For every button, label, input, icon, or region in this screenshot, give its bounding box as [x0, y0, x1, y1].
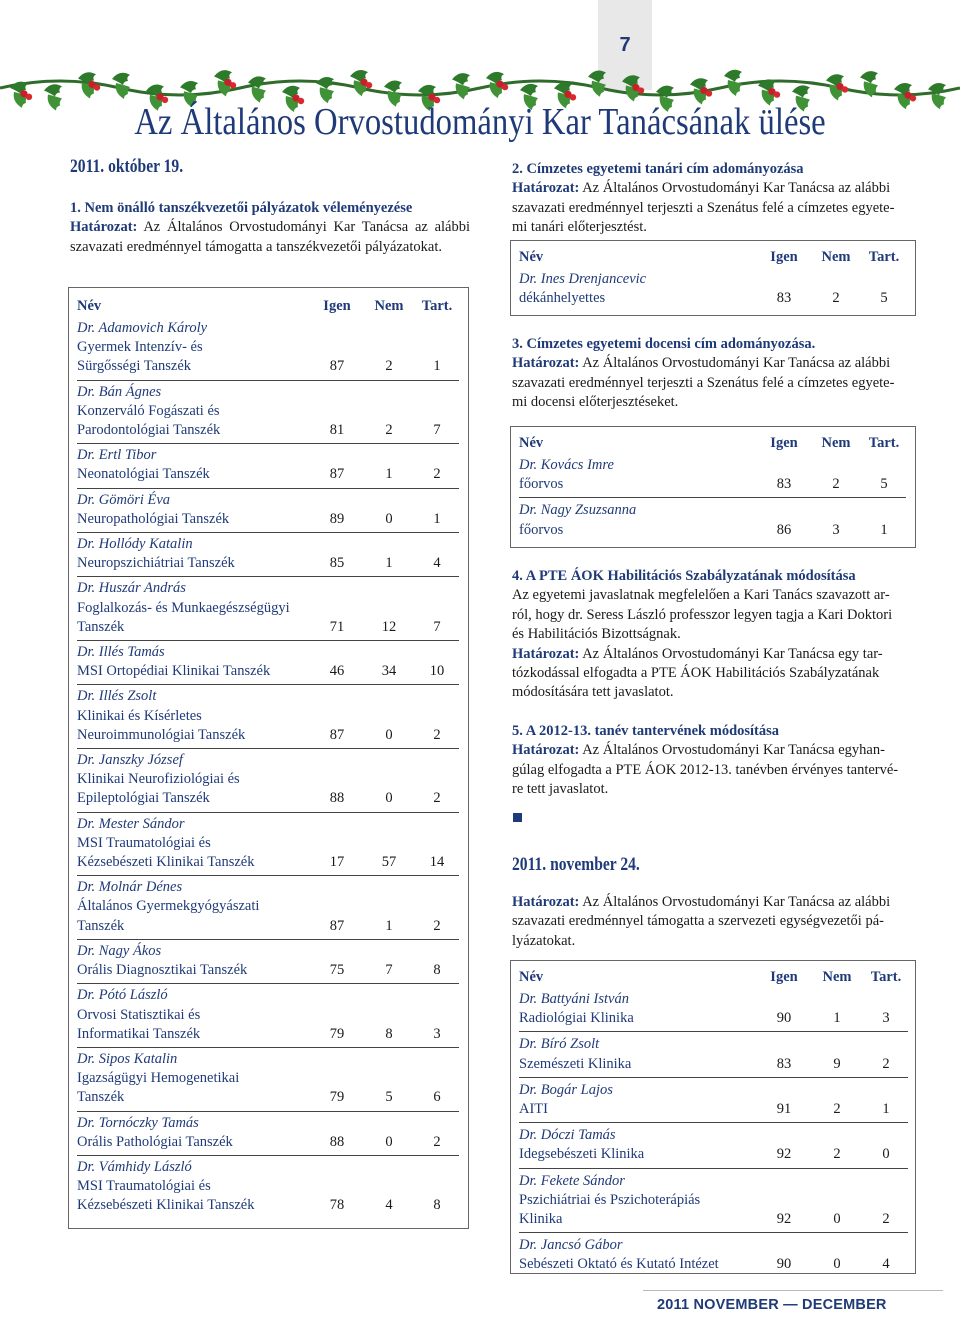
decision-label: Határozat: — [512, 742, 580, 759]
decision-label: Határozat: — [512, 645, 580, 662]
department-line: főorvos — [519, 476, 564, 493]
vote-table-docent-title — [510, 426, 916, 548]
vote-table-department-heads — [68, 287, 469, 1229]
table-row — [77, 577, 459, 641]
person-name: Dr. Illés Tamás — [77, 644, 165, 661]
vote-abstain: 4 — [433, 555, 441, 572]
meeting-2-decision — [512, 893, 916, 951]
section-3 — [512, 335, 916, 413]
department-line: Klinika — [519, 1211, 563, 1228]
vote-no: 0 — [385, 790, 393, 807]
department-line: Neuropszichiátriai Tanszék — [77, 555, 235, 572]
meeting-date-november: 2011. november 24. — [512, 854, 640, 875]
table-row — [519, 267, 906, 311]
department-line: Gyermek Intenzív- és — [77, 339, 203, 356]
vote-no: 1 — [385, 555, 393, 572]
decision-line: szavazati eredménnyel támogatta a szervezeti egységvezetői pá- — [512, 913, 884, 930]
vote-abstain: 6 — [433, 1089, 441, 1106]
person-name: Dr. Nagy Zsuzsanna — [519, 502, 637, 519]
vote-abstain: 2 — [433, 466, 441, 483]
department-line: Radiológiai Klinika — [519, 1010, 634, 1027]
table-row — [519, 1032, 908, 1077]
vote-abstain: 4 — [882, 1256, 890, 1273]
department-line: Kézsebészeti Klinikai Tanszék — [77, 854, 255, 871]
person-name: Dr. Bogár Lajos — [519, 1081, 613, 1098]
decision-line: módosítására tett javaslatot. — [512, 684, 674, 701]
department-line: Tanszék — [77, 1089, 125, 1106]
body-line: Az egyetemi javaslatnak megfelelően a Kari Tanács szavazott ar- — [512, 587, 890, 604]
decision-label: Határozat: — [70, 219, 138, 236]
person-name: Dr. Bán Ágnes — [77, 383, 162, 400]
vote-yes: 87 — [329, 466, 345, 483]
table-row — [77, 1112, 459, 1156]
department-line: Neuroimmunológiai Tanszék — [77, 726, 246, 743]
vote-abstain: 8 — [433, 962, 441, 979]
table-body — [77, 316, 459, 1219]
table-row — [77, 685, 459, 749]
department-line: Neuropathológiai Tanszék — [77, 510, 230, 527]
decision-line: szavazati eredménnyel terjeszti a Szenátus felé a címzetes egyete- — [512, 199, 895, 216]
vote-abstain: 7 — [433, 618, 441, 635]
vote-no: 5 — [385, 1089, 393, 1106]
vote-no: 12 — [381, 618, 397, 635]
header-name: Név — [519, 435, 544, 451]
table-row — [77, 444, 459, 488]
vote-yes: 87 — [329, 358, 345, 375]
table-row — [77, 749, 459, 813]
holly-leaf-icon — [588, 71, 606, 97]
department-line: MSI Traumatológiai és — [77, 1178, 211, 1195]
vote-no: 2 — [385, 358, 393, 375]
header-yes: Igen — [323, 298, 351, 314]
vote-abstain: 7 — [433, 422, 441, 439]
vote-abstain: 3 — [433, 1025, 441, 1042]
decision-line: szavazati eredménnyel terjeszti a Szenátus felé a címzetes egyete- — [512, 374, 895, 391]
table-row — [77, 533, 459, 577]
table-row — [519, 987, 908, 1032]
vote-yes: 79 — [329, 1025, 345, 1042]
vote-yes: 83 — [776, 1055, 792, 1072]
vote-no: 0 — [385, 510, 393, 527]
person-name: Dr. Sipos Katalin — [77, 1050, 178, 1067]
vote-yes: 90 — [776, 1256, 792, 1273]
decision-line: mi tanári előterjesztést. — [512, 219, 647, 236]
vote-yes: 85 — [329, 555, 345, 572]
body-line: ról, hogy dr. Seress László professzor legyen tagja a Kari Doktori — [512, 606, 893, 623]
decision-line: Az Általános Orvostudományi Kar Tanácsa az alábbi — [582, 355, 891, 372]
decision-line: gúlag elfogadta a PTE ÁOK 2012-13. tanévben érvényes tantervé- — [512, 761, 899, 778]
header-name: Név — [519, 249, 544, 265]
header-abstain: Tart. — [868, 435, 900, 451]
decision-line: lyázatokat. — [512, 932, 576, 949]
table-row — [77, 489, 459, 533]
vote-yes: 46 — [329, 663, 345, 680]
table-row — [519, 1233, 908, 1277]
person-name: Dr. Huszár András — [77, 580, 186, 597]
header-abstain: Tart. — [868, 249, 900, 265]
vote-yes: 90 — [776, 1010, 792, 1027]
department-line: Konzerváló Fogászati és — [77, 402, 220, 419]
vote-yes: 81 — [329, 422, 345, 439]
vote-yes: 92 — [776, 1146, 792, 1163]
section-4 — [512, 567, 916, 703]
vote-no: 4 — [385, 1197, 393, 1214]
vote-abstain: 0 — [882, 1146, 890, 1163]
body-line: és Habilitációs Bizottságnak. — [512, 626, 681, 643]
holly-leaf-icon — [10, 82, 32, 108]
section-1-title: 1. Nem önálló tanszékvezetői pályázatok véleményezése — [70, 200, 413, 216]
vote-no: 9 — [833, 1055, 841, 1072]
vote-no: 3 — [832, 521, 840, 538]
vote-yes: 92 — [776, 1211, 792, 1228]
person-name: Dr. Dóczi Tamás — [519, 1127, 616, 1144]
department-line: Informatikai Tanszék — [77, 1025, 201, 1042]
department-line: MSI Traumatológiai és — [77, 834, 211, 851]
vote-abstain: 3 — [882, 1010, 890, 1027]
person-name: Dr. Adamovich Károly — [77, 320, 208, 336]
vote-abstain: 2 — [433, 917, 441, 934]
header-no: Nem — [822, 969, 852, 985]
header-abstain: Tart. — [870, 969, 902, 985]
section-5-decision — [512, 741, 916, 799]
decision-line: Az Általános Orvostudományi Kar Tanácsa az alábbi — [582, 180, 891, 197]
vote-yes: 75 — [329, 962, 345, 979]
decision-line: mi docensi előterjesztéseket. — [512, 394, 679, 411]
header-yes: Igen — [770, 249, 798, 265]
table-row — [77, 1048, 459, 1112]
table-body — [519, 987, 908, 1278]
holly-leaf-icon — [78, 72, 100, 98]
vote-no: 7 — [385, 962, 393, 979]
person-name: Dr. Vámhidy László — [77, 1158, 192, 1175]
vote-no: 2 — [832, 290, 840, 307]
vote-abstain: 10 — [429, 663, 445, 680]
vote-abstain: 1 — [433, 358, 441, 375]
section-3-decision — [512, 354, 916, 412]
vote-abstain: 8 — [433, 1197, 441, 1214]
department-line: Klinikai Neurofiziológiai és — [77, 771, 240, 788]
vote-no: 1 — [385, 466, 393, 483]
holly-leaf-icon — [350, 70, 372, 96]
table-row — [519, 1123, 908, 1168]
vote-abstain: 2 — [433, 790, 441, 807]
decision-text: Az Általános Orvostudományi Kar Tanácsa az alábbi szavazati eredménnyel támogatta a tanszékvezetői pályázatokat. — [70, 219, 470, 255]
person-name: Dr. Nagy Ákos — [77, 942, 162, 959]
holly-leaf-icon — [44, 84, 62, 110]
vote-yes: 87 — [329, 917, 345, 934]
table-header — [519, 247, 906, 267]
header-no: Nem — [374, 298, 404, 314]
holly-leaf-icon — [452, 73, 470, 99]
decision-label: Határozat: — [512, 894, 580, 910]
table-row — [77, 984, 459, 1048]
department-line: MSI Ortopédiai Klinikai Tanszék — [77, 663, 271, 680]
header-yes: Igen — [770, 435, 798, 451]
department-line: Tanszék — [77, 917, 125, 934]
section-4-decision — [512, 645, 916, 703]
section-2 — [512, 160, 916, 238]
holly-leaf-icon — [622, 75, 644, 101]
table-row — [77, 940, 459, 984]
department-line: Epileptológiai Tanszék — [77, 790, 210, 807]
vote-no: 1 — [385, 917, 393, 934]
table-row — [519, 1078, 908, 1123]
vote-no: 2 — [832, 476, 840, 493]
decision-line: tózkodással elfogadta a PTE ÁOK Habilitációs Szabályzatának — [512, 665, 880, 682]
department-line: Általános Gyermekgyógyászati — [77, 898, 260, 915]
department-line: dékánhelyettes — [519, 290, 606, 307]
header-no: Nem — [821, 435, 851, 451]
vote-yes: 79 — [329, 1089, 345, 1106]
person-name: Dr. Illés Zsolt — [77, 688, 157, 705]
department-line: Sebészeti Oktató és Kutató Intézet — [519, 1256, 719, 1273]
table-row — [77, 381, 459, 445]
vote-abstain: 5 — [880, 476, 888, 493]
holly-leaf-icon — [928, 83, 946, 109]
table-row — [519, 498, 906, 542]
header-name: Név — [77, 298, 102, 314]
vote-yes: 71 — [329, 618, 345, 635]
section-4-body — [512, 586, 916, 644]
meeting-date-october: 2011. október 19. — [70, 156, 184, 177]
decision-line: re tett javaslatot. — [512, 781, 609, 798]
vote-abstain: 5 — [880, 290, 888, 307]
table-row — [77, 876, 459, 940]
department-line: Szemészeti Klinika — [519, 1055, 632, 1072]
vote-no: 0 — [833, 1256, 841, 1273]
vote-abstain: 2 — [882, 1211, 890, 1228]
vote-no: 2 — [833, 1101, 841, 1118]
footer-issue-date: 2011 NOVEMBER — DECEMBER — [657, 1297, 887, 1313]
person-name: Dr. Jancsó Gábor — [519, 1237, 623, 1254]
header-no: Nem — [821, 249, 851, 265]
person-name: Dr. Kovács Imre — [519, 457, 614, 473]
vote-yes: 17 — [329, 854, 345, 871]
person-name: Dr. Pótó László — [77, 987, 168, 1004]
vote-no: 1 — [833, 1010, 841, 1027]
vote-yes: 89 — [329, 510, 345, 527]
person-name: Dr. Ines Drenjancevic — [519, 271, 647, 287]
department-line: Parodontológiai Tanszék — [77, 422, 221, 439]
vote-yes: 87 — [329, 726, 345, 743]
table-body — [519, 267, 906, 311]
vote-no: 0 — [385, 1133, 393, 1150]
department-line: AITI — [519, 1101, 548, 1118]
table-body — [519, 453, 906, 543]
table-row — [77, 813, 459, 877]
department-line: Kézsebészeti Klinikai Tanszék — [77, 1197, 255, 1214]
vote-abstain: 2 — [433, 726, 441, 743]
vote-no: 0 — [385, 726, 393, 743]
department-line: Tanszék — [77, 618, 125, 635]
table-row — [77, 641, 459, 685]
department-line: Igazságügyi Hemogenetikai — [77, 1070, 240, 1087]
department-line: főorvos — [519, 521, 564, 538]
vote-table-professor-title — [510, 240, 916, 316]
decision-line: Az Általános Orvostudományi Kar Tanácsa egy tar- — [582, 645, 883, 662]
vote-abstain: 1 — [880, 521, 888, 538]
header-abstain: Tart. — [421, 298, 453, 314]
vote-table-unit-heads — [510, 960, 916, 1274]
section-1-decision — [70, 218, 470, 257]
section-5 — [512, 722, 916, 800]
department-line: Sürgősségi Tanszék — [77, 358, 192, 375]
vote-yes: 91 — [776, 1101, 792, 1118]
department-line: Orvosi Statisztikai és — [77, 1006, 201, 1023]
table-header — [519, 433, 906, 453]
section-2-title: 2. Címzetes egyetemi tanári cím adományozása — [512, 161, 804, 177]
vote-yes: 83 — [776, 290, 792, 307]
person-name: Dr. Battyáni István — [519, 991, 629, 1007]
table-row — [519, 453, 906, 498]
holly-leaf-icon — [826, 74, 848, 100]
vote-no: 34 — [381, 663, 397, 680]
vote-yes: 88 — [329, 1133, 345, 1150]
decision-label: Határozat: — [512, 355, 580, 372]
footer-divider — [643, 1290, 943, 1291]
table-header — [77, 296, 459, 316]
section-5-title: 5. A 2012-13. tanév tantervének módosítása — [512, 723, 780, 739]
department-line: Pszichiátriai és Pszichoterápiás — [519, 1191, 701, 1208]
header-name: Név — [519, 969, 544, 985]
end-of-section-bullet-icon — [513, 813, 522, 822]
vote-no: 57 — [381, 854, 397, 871]
vote-abstain: 1 — [433, 510, 441, 527]
vote-no: 2 — [833, 1146, 841, 1163]
page-title: Az Általános Orvostudományi Kar Tanácsának ülése — [134, 101, 826, 143]
vote-yes: 86 — [776, 521, 792, 538]
decision-line: Az Általános Orvostudományi Kar Tanácsa egyhan- — [582, 742, 885, 759]
vote-yes: 88 — [329, 790, 345, 807]
person-name: Dr. Fekete Sándor — [519, 1172, 625, 1189]
person-name: Dr. Tornóczky Tamás — [77, 1114, 199, 1131]
header-yes: Igen — [770, 969, 798, 985]
person-name: Dr. Bíró Zsolt — [519, 1036, 600, 1053]
vote-yes: 83 — [776, 476, 792, 493]
vote-abstain: 2 — [433, 1133, 441, 1150]
table-row — [519, 1169, 908, 1234]
section-2-decision — [512, 179, 916, 237]
person-name: Dr. Mester Sándor — [77, 815, 185, 832]
section-4-title: 4. A PTE ÁOK Habilitációs Szabályzatának módosítása — [512, 568, 856, 584]
person-name: Dr. Gömöri Éva — [77, 491, 171, 508]
table-row — [77, 1156, 459, 1219]
table-row — [77, 316, 459, 381]
holly-leaf-icon — [248, 76, 266, 102]
garland-branch — [0, 81, 960, 95]
vote-no: 2 — [385, 422, 393, 439]
section-1 — [70, 199, 470, 257]
section-3-title: 3. Címzetes egyetemi docensi cím adományozása. — [512, 336, 816, 352]
vote-no: 8 — [385, 1025, 393, 1042]
department-line: Neonatológiai Tanszék — [77, 466, 210, 483]
person-name: Dr. Hollódy Katalin — [77, 536, 193, 553]
decision-label: Határozat: — [512, 180, 580, 197]
vote-abstain: 2 — [882, 1055, 890, 1072]
person-name: Dr. Janszky József — [77, 752, 183, 769]
vote-yes: 78 — [329, 1197, 345, 1214]
decision-line: Az Általános Orvostudományi Kar Tanácsa az alábbi — [582, 894, 891, 910]
vote-abstain: 1 — [882, 1101, 890, 1118]
department-line: Orális Diagnosztikai Tanszék — [77, 962, 248, 979]
vote-no: 0 — [833, 1211, 841, 1228]
table-header — [519, 967, 908, 987]
department-line: Orális Pathológiai Tanszék — [77, 1133, 233, 1150]
person-name: Dr. Molnár Dénes — [77, 879, 183, 896]
department-line: Klinikai és Kísérletes — [77, 707, 202, 724]
department-line: Idegsebészeti Klinika — [519, 1146, 645, 1163]
page-number: 7 — [598, 0, 652, 90]
vote-abstain: 14 — [429, 854, 445, 871]
person-name: Dr. Ertl Tibor — [77, 447, 157, 464]
department-line: Foglalkozás- és Munkaegészségügyi — [77, 599, 290, 616]
